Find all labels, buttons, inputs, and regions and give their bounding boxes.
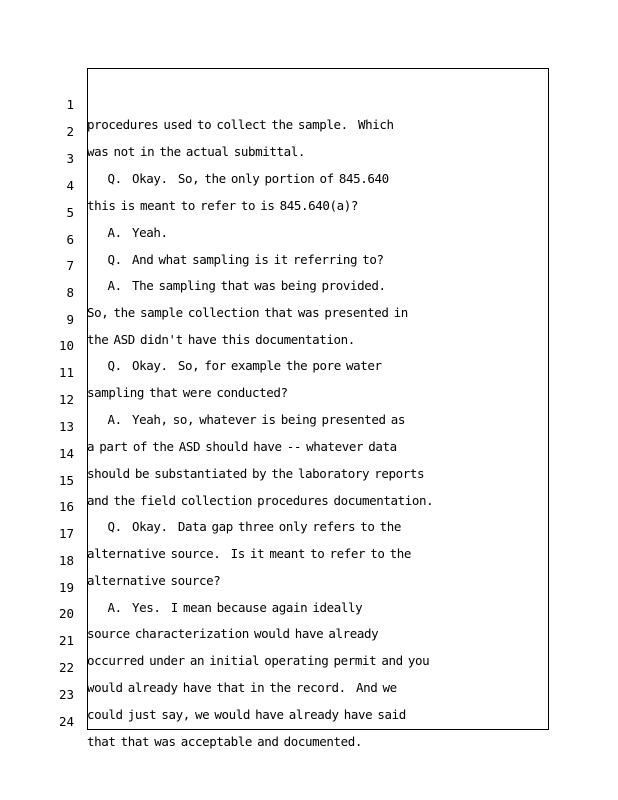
- line-number: 7: [66, 258, 74, 273]
- line-number: 16: [58, 499, 74, 514]
- line-text: Q. And what sampling is it referring to?: [87, 252, 384, 267]
- line-text: a part of the ASD should have -- whatever data: [87, 439, 397, 454]
- line-number: 3: [66, 151, 74, 166]
- line-number: 21: [58, 633, 74, 648]
- line-text: the ASD didn't have this documentation.: [87, 332, 355, 347]
- line-number: 15: [58, 473, 74, 488]
- line-text: sampling that were conducted?: [87, 385, 288, 400]
- line-number: 9: [66, 312, 74, 327]
- line-text: alternative source. Is it meant to refer to the: [87, 546, 412, 561]
- line-number: 23: [58, 687, 74, 702]
- line-number: 4: [66, 178, 74, 193]
- line-text: was not in the actual submittal.: [87, 144, 306, 159]
- line-text: that that was acceptable and documented.: [87, 734, 363, 749]
- line-text: So, the sample collection that was presented in: [87, 305, 408, 320]
- line-text: alternative source?: [87, 573, 221, 588]
- line-number: 14: [58, 446, 74, 461]
- line-text: would already have that in the record. And we: [87, 680, 397, 695]
- line-number: 24: [58, 714, 74, 729]
- line-text: A. Yeah.: [87, 225, 168, 240]
- line-number: 11: [58, 365, 74, 380]
- line-number: 1: [66, 97, 74, 112]
- line-number: 18: [58, 553, 74, 568]
- line-text: source characterization would have already: [87, 626, 379, 641]
- line-text: Q. Okay. Data gap three only refers to the: [87, 519, 402, 534]
- line-text: A. Yeah, so, whatever is being presented as: [87, 412, 406, 427]
- line-number: 17: [58, 526, 74, 541]
- line-number: 5: [66, 205, 74, 220]
- line-number: 10: [58, 338, 74, 353]
- line-text: and the field collection procedures documentation.: [87, 493, 434, 508]
- line-text: should be substantiated by the laboratory reports: [87, 466, 425, 481]
- line-number: 2: [66, 124, 74, 139]
- line-text: procedures used to collect the sample. Which: [87, 117, 394, 132]
- line-text: occurred under an initial operating permit and you: [87, 653, 430, 668]
- line-number: 12: [58, 392, 74, 407]
- line-number: 13: [58, 419, 74, 434]
- line-text: A. Yes. I mean because again ideally: [87, 600, 363, 615]
- line-number: 8: [66, 285, 74, 300]
- line-text: this is meant to refer to is 845.640(a)?: [87, 198, 359, 213]
- transcript-line: [0, 75, 618, 132]
- line-text: A. The sampling that was being provided.: [87, 278, 386, 293]
- line-number: 20: [58, 606, 74, 621]
- line-number: 19: [58, 580, 74, 595]
- line-text: Q. Okay. So, the only portion of 845.640: [87, 171, 389, 186]
- line-number: 22: [58, 660, 74, 675]
- line-number: 6: [66, 232, 74, 247]
- line-text: Q. Okay. So, for example the pore water: [87, 358, 382, 373]
- line-text: could just say, we would have already have said: [87, 707, 406, 722]
